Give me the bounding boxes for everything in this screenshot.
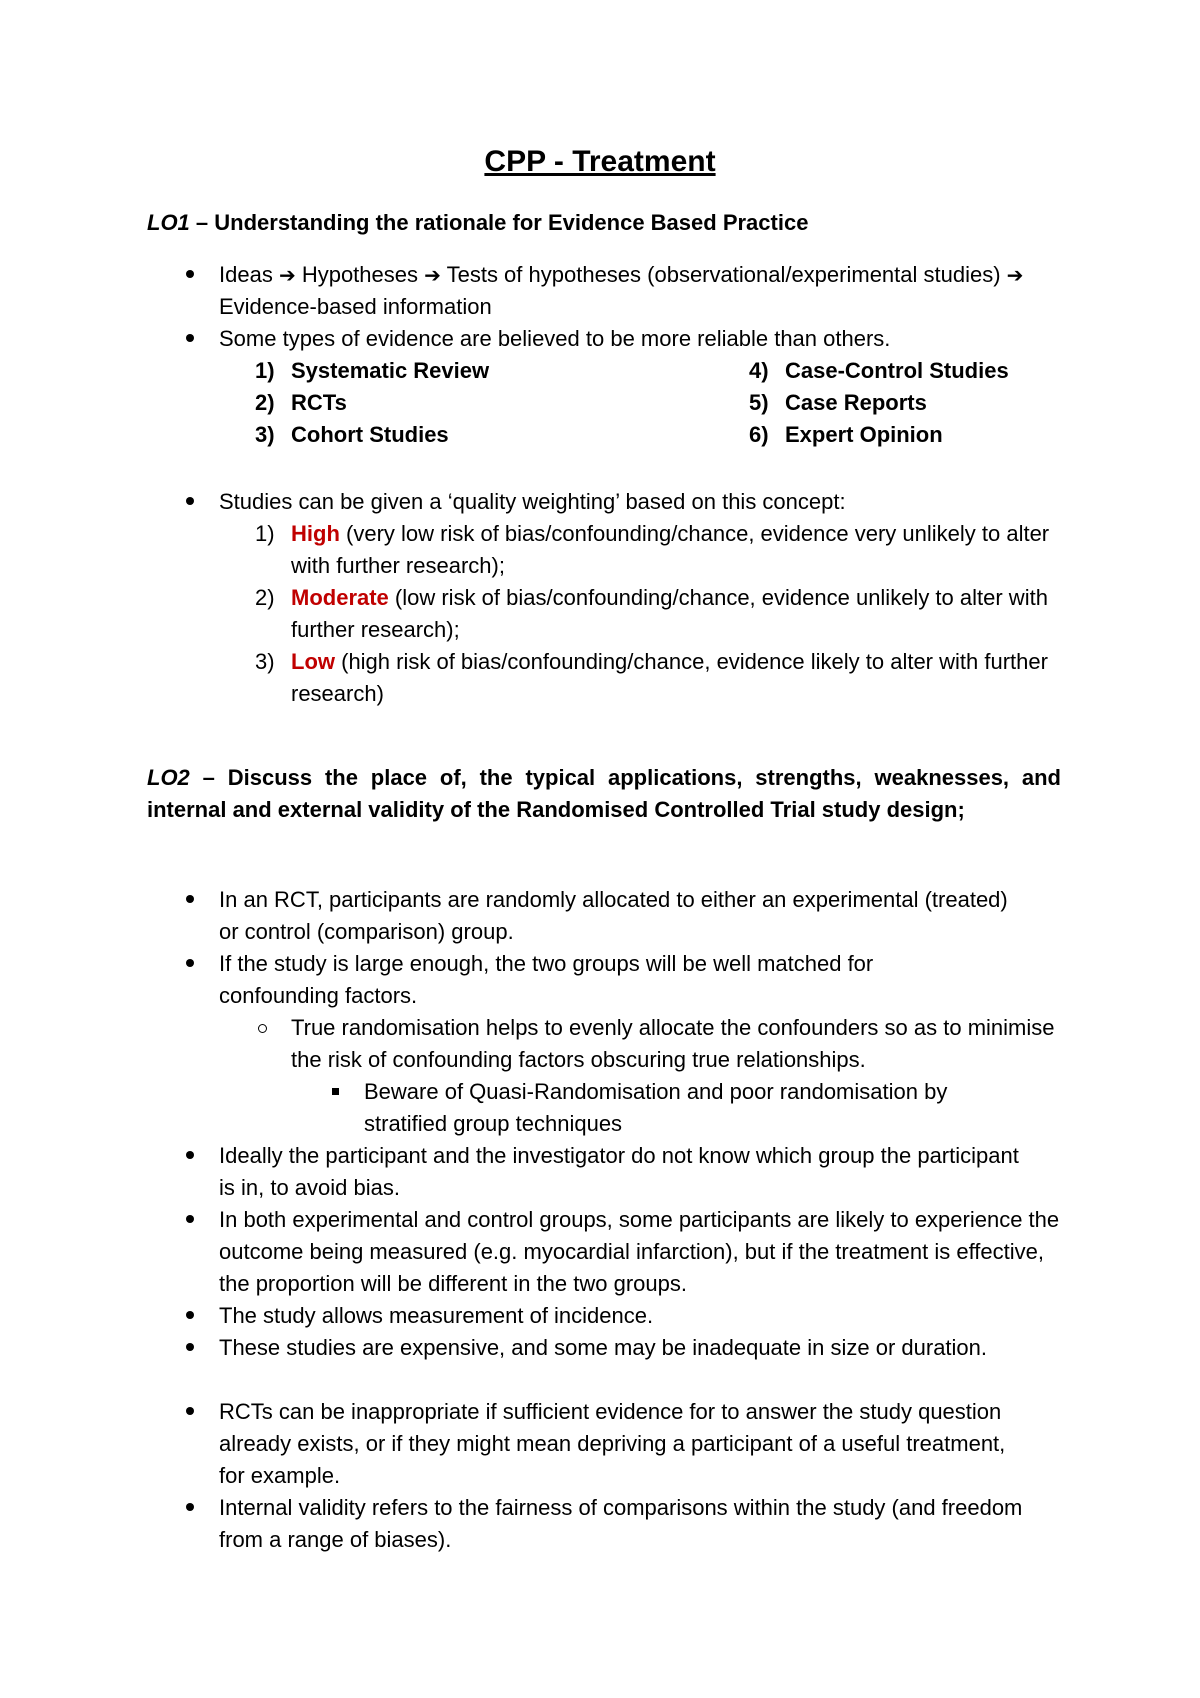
bullet-icon (186, 497, 194, 505)
lo2-heading-text: – Discuss the place of, the typical applications, strengths, weaknesses, and internal and external validity of the Randomised Controlled Trial study design; (147, 765, 1061, 822)
text-ideas: Ideas (219, 262, 279, 287)
lo1-heading-text: – Understanding the rationale for Evidence Based Practice (189, 210, 809, 235)
bullet-icon (186, 1215, 194, 1223)
arrow-icon: ➔ (424, 263, 441, 287)
lo2-sub-randomisation: True randomisation helps to evenly allocate the confounders so as to minimise the risk of confounding factors obscuring true relationships. (291, 1015, 1055, 1072)
quality-level: Low (291, 649, 335, 674)
arrow-icon: ➔ (1006, 263, 1024, 287)
quality-level: High (291, 521, 340, 546)
bullet-icon (186, 270, 194, 278)
hierarchy-list-right (749, 355, 1009, 451)
quality-item-moderate: 2) Moderate (low risk of bias/confounding/chance, evidence unlikely to alter with further research); (255, 585, 1048, 642)
list-item: 2) RCTs (255, 390, 347, 415)
lo2-bullet-expensive: These studies are expensive, and some may be inadequate in size or duration. (219, 1335, 988, 1360)
sub-bullet-icon (258, 1024, 267, 1033)
bullet-icon (186, 959, 194, 967)
sub-sub-bullet-icon (332, 1088, 339, 1095)
lo2-bullet-blinding: Ideally the participant and the investigator do not know which group the participant is in, to avoid bias. (219, 1143, 1019, 1200)
lo1-bullet-quality: Studies can be given a ‘quality weighting’ based on this concept: (219, 489, 846, 514)
lo2-bullet-internal-validity: Internal validity refers to the fairness of comparisons within the study (and freedom from a range of biases). (219, 1495, 1023, 1552)
hierarchy-list-left (255, 355, 489, 451)
lo1-label: LO1 (147, 210, 190, 235)
text-hypotheses: Hypotheses (295, 262, 425, 287)
arrow-icon: ➔ (278, 263, 296, 287)
lo2-bullet-rct: In an RCT, participants are randomly allocated to either an experimental (treated) or control (comparison) group. (219, 887, 1008, 944)
list-item: 6) Expert Opinion (749, 422, 943, 447)
text-tests: Tests of hypotheses (observational/experimental studies) (440, 262, 1007, 287)
lo2-bullet-incidence: The study allows measurement of incidence. (219, 1303, 654, 1328)
quality-item-high: 1) High (very low risk of bias/confounding/chance, evidence very unlikely to alter with further research); (255, 521, 1050, 578)
lo2-bullet-outcome: In both experimental and control groups, some participants are likely to experience the outcome being measured (e.g. myocardial infarction), but if the treatment is effective, the proportion will be different in the two groups. (219, 1207, 1060, 1296)
bullet-icon (186, 895, 194, 903)
lo2-bullet-inappropriate: RCTs can be inappropriate if sufficient evidence for to answer the study question already exists, or if they might mean depriving a participant of a useful treatment, for example. (219, 1399, 1006, 1488)
list-item: 5) Case Reports (749, 390, 927, 415)
bullet-icon (186, 1311, 194, 1319)
text-evidence-info: Evidence-based information (219, 294, 492, 319)
lo1-heading (147, 207, 1061, 239)
list-item: 1) Systematic Review (255, 358, 490, 383)
list-item: 3) Cohort Studies (255, 422, 449, 447)
bullet-icon (186, 1343, 194, 1351)
quality-level: Moderate (291, 585, 389, 610)
bullet-icon (186, 1151, 194, 1159)
lo1-bullet-ideas (219, 259, 1049, 323)
quality-item-low: 3) Low (high risk of bias/confounding/chance, evidence likely to alter with further research) (255, 649, 1048, 706)
bullet-icon (186, 1503, 194, 1511)
page-title: CPP - Treatment (484, 145, 716, 178)
bullet-icon (186, 334, 194, 342)
lo1-bullet-reliability: Some types of evidence are believed to be more reliable than others. (219, 326, 891, 351)
lo2-label: LO2 (147, 765, 190, 790)
list-item: 4) Case-Control Studies (749, 358, 1009, 383)
bullet-icon (186, 1407, 194, 1415)
lo2-heading (147, 762, 1061, 826)
lo2-subsub-quasi: Beware of Quasi-Randomisation and poor randomisation by stratified group techniques (364, 1079, 948, 1136)
lo2-bullet-matching: If the study is large enough, the two groups will be well matched for confounding factors. (219, 951, 874, 1008)
